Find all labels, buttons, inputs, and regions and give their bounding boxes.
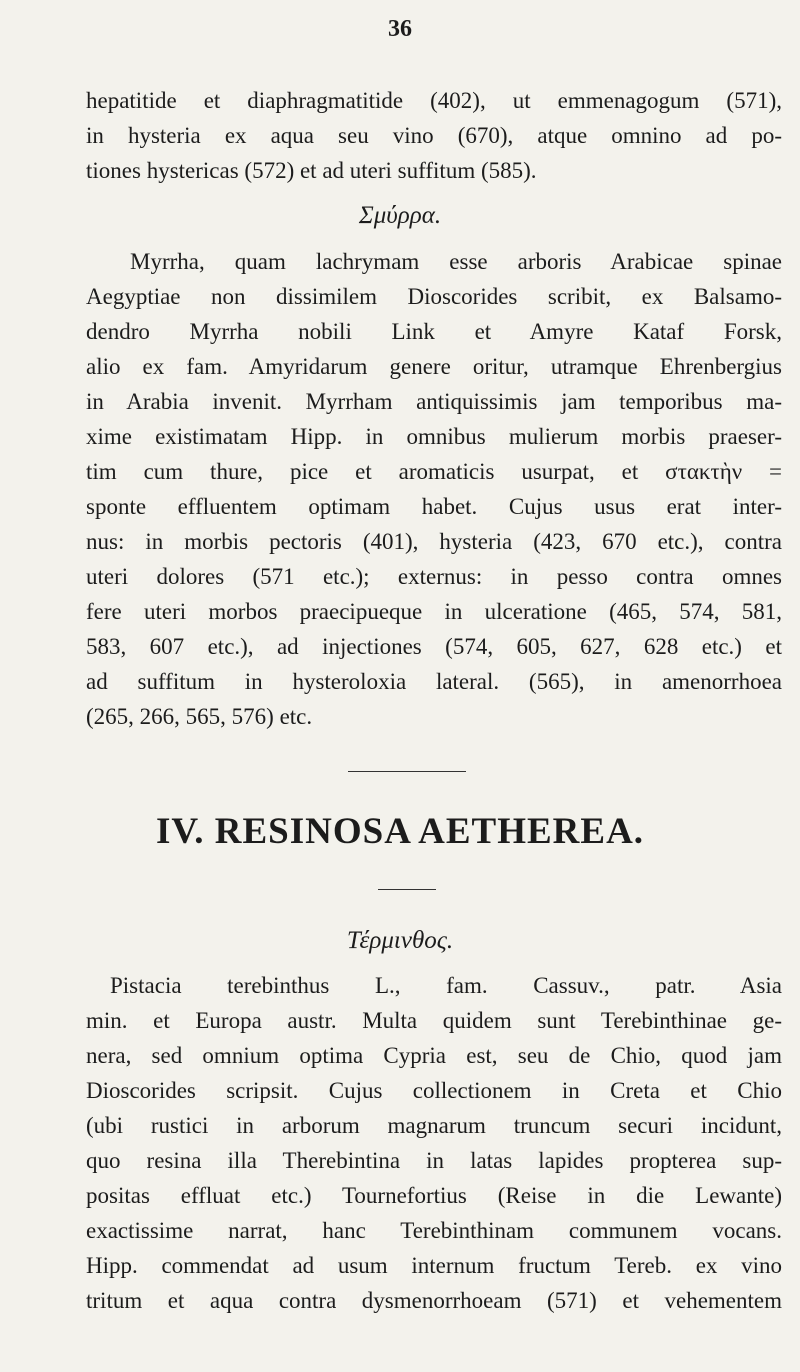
page-number: 36 — [388, 16, 412, 42]
text-line: tim cum thure, pice et aromaticis usurpat, et στακτὴν = — [86, 459, 782, 484]
text-line: 583, 607 etc.), ad injectiones (574, 605, 627, 628 etc.) et — [86, 634, 782, 659]
text-line: fere uteri morbos praecipueque in ulceratione (465, 574, 581, — [86, 599, 782, 624]
text-line: nera, sed omnium optima Cypria est, seu de Chio, quod jam — [86, 1043, 782, 1068]
text-line: sponte effluentem optimam habet. Cujus usus erat inter- — [86, 494, 782, 519]
section-title: IV. RESINOSA AETHEREA. — [155, 811, 645, 852]
text-line: hepatitide et diaphragmatitide (402), ut emmenagogum (571), — [86, 88, 782, 113]
section-divider-short — [378, 889, 436, 890]
text-line: Dioscorides scripsit. Cujus collectionem in Creta et Chio — [86, 1078, 782, 1103]
greek-heading-smyrna: Σμύρρα. — [358, 202, 442, 229]
text-line: in Arabia invenit. Myrrham antiquissimis jam temporibus ma- — [86, 389, 782, 414]
section-divider — [348, 771, 466, 772]
text-line: uteri dolores (571 etc.); externus: in pesso contra omnes — [86, 564, 782, 589]
text-line: exactissime narrat, hanc Terebinthinam communem vocans. — [86, 1218, 782, 1243]
text-line: quo resina illa Therebintina in latas lapides propterea sup- — [86, 1148, 782, 1173]
text-line: ad suffitum in hysteroloxia lateral. (565), in amenorrhoea — [86, 669, 782, 694]
text-line: nus: in morbis pectoris (401), hysteria (423, 670 etc.), contra — [86, 529, 782, 554]
text-line: Pistacia terebinthus L., fam. Cassuv., patr. Asia — [110, 973, 782, 998]
text-line: xime existimatam Hipp. in omnibus mulierum morbis praeser- — [86, 424, 782, 449]
text-line: dendro Myrrha nobili Link et Amyre Kataf Forsk, — [86, 319, 782, 344]
text-line: (ubi rustici in arborum magnarum truncum securi incidunt, — [86, 1113, 782, 1138]
text-line: min. et Europa austr. Multa quidem sunt Terebinthinae ge- — [86, 1008, 782, 1033]
text-line: tritum et aqua contra dysmenorrhoeam (571) et vehementem — [86, 1288, 782, 1313]
text-line: alio ex fam. Amyridarum genere oritur, utramque Ehrenbergius — [86, 354, 782, 379]
text-line: positas effluat etc.) Tournefortius (Reise in die Lewante) — [86, 1183, 782, 1208]
text-line: Hipp. commendat ad usum internum fructum Tereb. ex vino — [86, 1253, 782, 1278]
text-line: Myrrha, quam lachrymam esse arboris Arabicae spinae — [130, 249, 782, 274]
greek-heading-terminthos: Τέρμινθος. — [346, 927, 454, 954]
text-line: tiones hystericas (572) et ad uteri suffitum (585). — [86, 158, 537, 183]
text-line: (265, 266, 565, 576) etc. — [86, 704, 313, 729]
text-line: Aegyptiae non dissimilem Dioscorides scribit, ex Balsamo- — [86, 284, 782, 309]
text-line: in hysteria ex aqua seu vino (670), atque omnino ad po- — [86, 123, 782, 148]
